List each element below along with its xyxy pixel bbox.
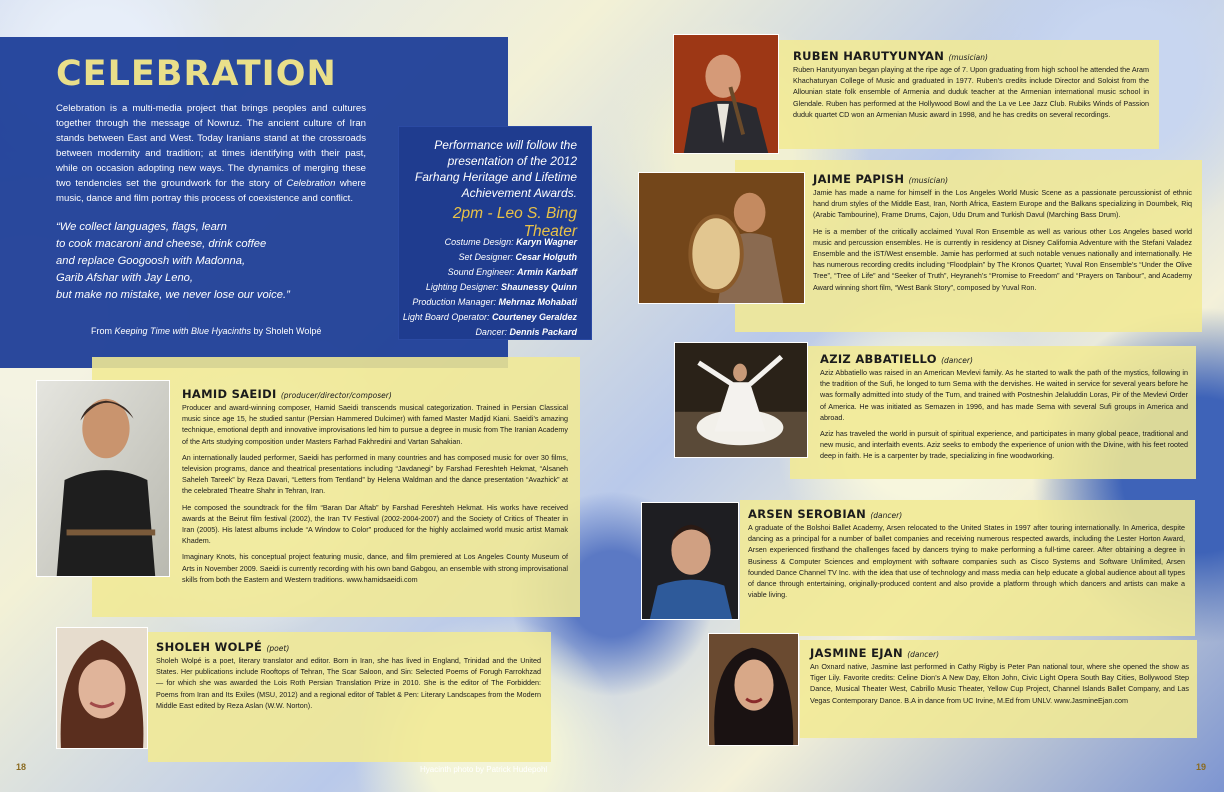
ruben-harutyunyan-photo [673, 34, 779, 154]
jasmine-ejan-photo [708, 633, 799, 746]
quote-line: Garib Afshar with Jay Leno, [56, 272, 194, 284]
intro-paragraph: Celebration is a multi-media project that brings peoples and cultures together through the message of Nowruz. The ancient culture of Iran stands between East and West. Today Iranians stand at the crossroads between modernity and tradition; at times identifying with their past, while on occasion adopting new ways. The dynamics of merging these two tendencies set the groundwork for the story of Celebration where music, dance and film portray this process of coexistence and conflict. [56, 103, 367, 204]
bio-sholeh-wolpe [148, 632, 551, 762]
poem-quote [56, 219, 356, 304]
production-credits [399, 235, 591, 340]
performance-line: Performance will follow the [434, 138, 577, 152]
bio-name: SHOLEH WOLPÉ (poet) [156, 640, 290, 654]
bio-name: RUBEN HARUTYUNYAN (musician) [793, 49, 988, 63]
quote-line: and replace Googoosh with Madonna, [56, 255, 246, 267]
page-number-left: 18 [16, 762, 27, 772]
bio-name: HAMID SAEIDI (producer/director/composer) [182, 387, 392, 401]
hamid-saeidi-photo [36, 380, 170, 577]
performance-line: Farhang Heritage and Lifetime [414, 170, 577, 184]
bio-text: Sholeh Wolpé is a poet, literary translator and editor. Born in Iran, she has lived in England, Trinidad and the United States. Her publications include Rooftops of Tehran, The Scar Saloon, and Sin: Selected Poems of Forugh Farrokhzad — for which she was awarded the Lois Roth Persian Translation Prize in 2010. She is the editor of The Forbidden: Poems from Iran and Its Exiles (MSU, 2012) and a regional editor of Tablet & Pen: Literary Landscapes from the Modern Middle East edited by Reza Aslan (W.W. Norton). [156, 656, 541, 710]
quote-line: to cook macaroni and cheese, drink coffee [56, 238, 267, 250]
credit-row: Light Board Operator: Courteney Geraldez [402, 312, 577, 322]
credit-row: Lighting Designer: Shaunessy Quinn [425, 282, 577, 292]
credit-row: Production Manager: Mehrnaz Mohabati [412, 297, 577, 307]
bio-name: ARSEN SEROBIAN (dancer) [748, 507, 903, 521]
bio-text: A graduate of the Bolshoi Ballet Academy, Arsen relocated to the United States in 1997 after touring internationally. In America, despite dancing as a principal for a number of ballet companies and receiving numerous respected awards, including the Lester Horton Award, Arsen experienced firsthand the challenges faced by dancers trying to make performing a full-time career. After obtaining a degree in Business & Computer Sciences and employment with software companies such as Cisco Systems and Software Unlimited, Arsen founded Dance Channel TV Inc. with the idea that use of technology and mass media can help educate a global audience about all types of dance through entertaining, originally-produced content and also provide a platform through which dancers and artists can make a viable living. [748, 523, 1185, 600]
quote-line: but make no mistake, we never lose our voice.” [56, 289, 290, 301]
page-title: CELEBRATION [56, 54, 337, 94]
bio-text: Aziz Abbatiello was raised in an American Mevlevi family. As he started to walk the path of the mystics, following in the tradition of the Sufi, he longed to turn Sema with the dervishes. He waited in service for several years before he was formally admitted into study of the Turn, and trained with Postneshin Jelaluddin Loras, Pir of the Mevlevi Order of America. He was initiated as Semazen in 1996, and has made Sema with several Sufi groups in America and abroad. Aziz has traveled the world in pursuit of spiritual experience, and participates in many global peace, traditional and new music, and interfaith events. Aziz seeks to embody the experience of union with the Divine, with his feet rooted deep in faith. He is a carpenter by trade, specializing in fine woodworking. [820, 368, 1188, 461]
bio-text: Producer and award-winning composer, Hamid Saeidi transcends musical categorization. Trained in Persian Classical music since age 15, he studied santur (Persian Hammered Dulcimer) with famed Master Madjid Kiani. Saeidi’s amazing technique, emotional depth and innovative improvisations led him to pursue a degree in music from The Iranian Academy of the Arts studying composition under Masters Farhad Fakhredini and Vartan Sahakian. An internationally lauded performer, Saeidi has performed in many countries and has composed music for over 30 films, television programs, dance and theatrical presentations including “Javdanegi” by Farshad Fereshteh Hekmat, “Alsaneh Saheleh Tareek” by Reza Davari, “Letters from Tentland” by Helena Waldman and the dance presentation “Avazhick” at the celebrated Theatre Shahr in Tehran, Iran. He composed the soundtrack for the film “Baran Dar Aftab” by Farshad Fereshteh Hekmat. His works have received awards at the Beirut film festival (2002), the Iran TV Festival (2002-2004-2007) and the Society of Critics of Theater in Iran (2005). His latest albums include “A Window to Color” produced for the highly acclaimed world music artist Mamak Khadem. Imaginary Knots, his conceptual project featuring music, dance, and film premiered at Los Angeles County Museum of Arts in November 2009. Saeidi is currently recording with his own band Gabgou, an ensemble with strong improvisational skills from both the Eastern and Western traditions. www.hamidsaeidi.com [182, 403, 568, 584]
performance-line: presentation of the 2012 [447, 154, 577, 168]
quote-line: “We collect languages, flags, learn [56, 221, 227, 233]
bio-text: Ruben Harutyunyan began playing at the ripe age of 7. Upon graduating from high school he attended the Aram Khachaturyan College of Music and graduated in 1977. Ruben’s credits include Director and Soloist from the Allounian state folk ensemble of Armenia and duduk teacher at the Armenian international music school in Glendale. Ruben has performed at the Hollywood Bowl and the La ve Lee Jazz Club. Rubiks Winds of Passion duduk quartet CD won an Armenian Music award in 1998, and he has credits on several recordings. [793, 65, 1149, 119]
bio-jasmine-ejan [800, 640, 1197, 738]
performance-note [399, 137, 591, 201]
jaime-papish-photo [638, 172, 805, 304]
aziz-abbatiello-photo [674, 342, 808, 458]
bio-arsen-serobian [740, 500, 1195, 636]
page-number-right: 19 [1196, 762, 1207, 772]
credit-row: Sound Engineer: Armin Karbaff [447, 267, 577, 277]
sholeh-wolpe-photo [56, 627, 148, 749]
bio-jaime-papish [735, 160, 1202, 332]
performance-info-box [398, 126, 592, 340]
credit-row: Set Designer: Cesar Holguth [458, 252, 577, 262]
performance-time-location: 2pm - Leo S. Bing Theater [452, 205, 577, 240]
quote-credit: From Keeping Time with Blue Hyacinths by Sholeh Wolpé [91, 326, 322, 336]
bio-text: An Oxnard native, Jasmine last performed in Cathy Rigby is Peter Pan national tour, where she opened the show as Tiger Lily. Favorite credits: Celine Dion’s A New Day, Elton John, Civic Light Opera South Bay Cities, Bollywood Step Dance, Musical Theater West, Cabrillo Music Theater, Yellow Cup Project, Channel Islands Ballet Company, and Las Vegas Contemporary Dance. B.A in dance from UC Irvine, M.Ed from UNLV. www.JasmineEjan.com [810, 662, 1189, 705]
bio-text: Jamie has made a name for himself in the Los Angeles World Music Scene as a passionate percussionist of ethnic hand drum styles of the Middle East, Iran, North Africa, Eastern Europe and the Balkans specializing in Doumbek, Riq (Arabic Tambourine), Frame Drums, Cajon, Udu Drum and Turkish Davul (Marching Bass Drum). He is a member of the critically acclaimed Yuval Ron Ensemble as well as various other Los Angeles based world music and percussion ensembles. He is currently in residency at Disney California Adventure with the Stefani Valadez Ensemble and the iST/West ensemble. Jamie has performed at such notable venues nationally and internationally. He has numerous recording credits including “Floodplain” by The Kronos Quartet; Yuval Ron Ensemble’s “Under the Olive Tree”, “Tree of Life” and “Seeker of Truth”, Heyraneh’s “Promise to Freedom” and “Prayers on Tanbour”, and Academy Award winning short film, “West Bank Story”, composed by Yuval Ron. [813, 188, 1192, 292]
arsen-serobian-photo [641, 502, 739, 620]
bio-ruben-harutyunyan [779, 40, 1159, 149]
bio-name: JAIME PAPISH (musician) [813, 172, 949, 186]
bio-aziz-abbatiello [790, 346, 1196, 479]
credit-row: Costume Design: Karyn Wagner [444, 237, 577, 247]
bio-name: JASMINE EJAN (dancer) [810, 646, 940, 660]
performance-line: Achievement Awards. [461, 186, 577, 200]
photo-credit: Hyacinth photo by Patrick Hudepohl [420, 765, 548, 774]
bio-name: AZIZ ABBATIELLO (dancer) [820, 352, 973, 366]
credit-row: Dancer: Dennis Packard [475, 327, 577, 337]
